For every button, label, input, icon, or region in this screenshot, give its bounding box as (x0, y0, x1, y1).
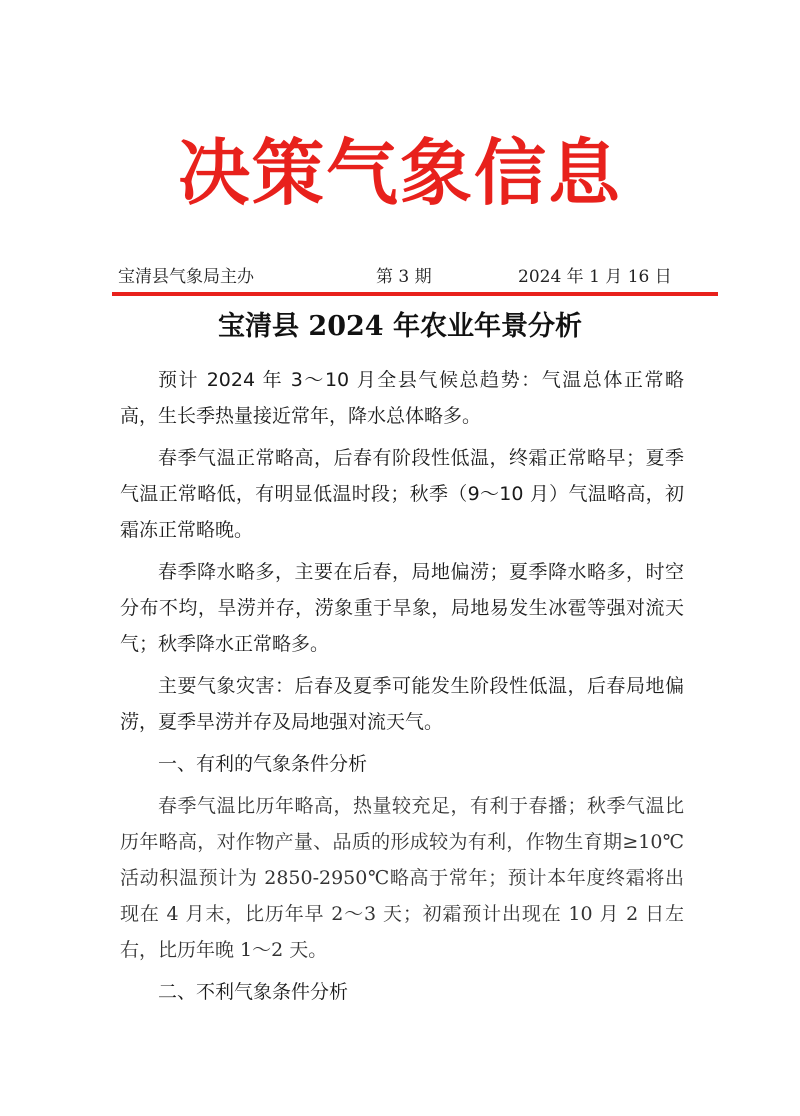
document-title: 宝清县 2024 年农业年景分析 (218, 311, 582, 342)
red-divider (112, 292, 718, 296)
issue-date: 2024 年 1 月 16 日 (518, 267, 672, 287)
paragraph-precipitation: 春季降水略多，主要在后春，局地偏涝；夏季降水略多，时空分布不均，旱涝并存，涝象重于旱象，局地易发生冰雹等强对流天气；秋季降水正常略多。 (120, 561, 684, 655)
masthead-title: 决策气象信息 (177, 131, 622, 215)
paragraph-temperature: 春季气温正常略高，后春有阶段性低温，终霜正常略早；夏季气温正常略低，有明显低温时段；秋季（9～10 月）气温略高，初霜冻正常略晚。 (120, 447, 684, 541)
section-heading-unfavorable: 二、不利气象条件分析 (158, 981, 349, 1003)
paragraph-favorable-conditions: 春季气温比历年略高，热量较充足，有利于春播；秋季气温比历年略高，对作物产量、品质的形成较为有利，作物生育期≥10℃活动积温预计为 2850-2950℃略高于常年；预计本年度终霜将出现在 4 月末，比历年早 2～3 天；初霜预计出现在 10 月 2 日左右，比历年晚 1～2 天。 (120, 795, 684, 961)
paragraph-climate-trend: 预计 2024 年 3～10 月全县气候总趋势：气温总体正常略高，生长季热量接近常年，降水总体略多。 (120, 369, 684, 427)
section-heading-favorable: 一、有利的气象条件分析 (158, 753, 368, 775)
sponsor-label: 宝清县气象局主办 (118, 267, 254, 287)
paragraph-disasters: 主要气象灾害：后春及夏季可能发生阶段性低温，后春局地偏涝，夏季旱涝并存及局地强对流天气。 (120, 675, 684, 733)
document-body (120, 362, 684, 1016)
issue-number: 第 3 期 (376, 267, 432, 287)
issue-meta-row (118, 262, 682, 288)
